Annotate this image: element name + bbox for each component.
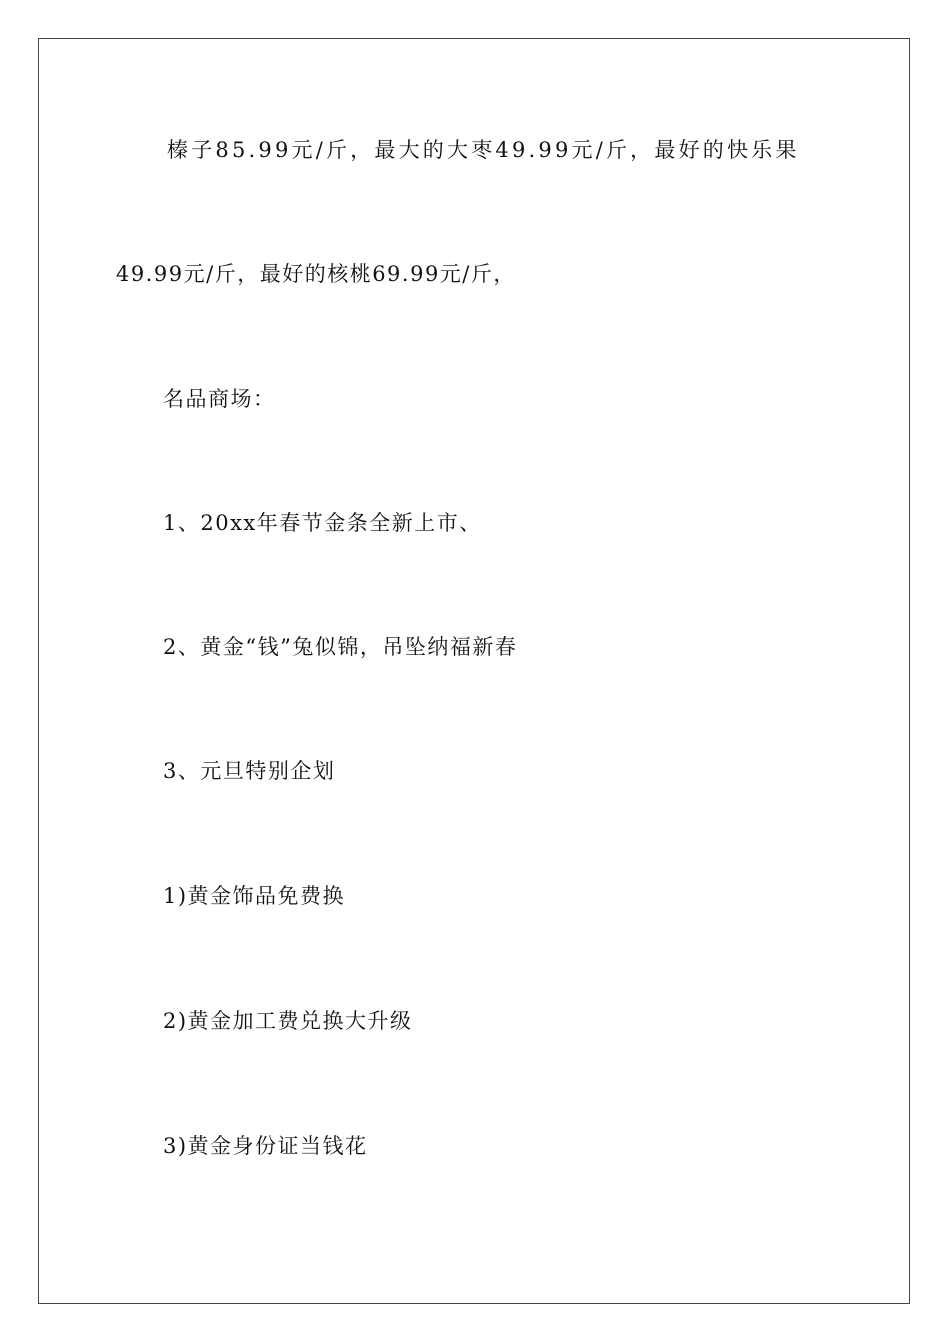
price-line-2: 49.99元/斤，最好的核桃69.99元/斤， <box>116 262 516 286</box>
sub-item-1: 1)黄金饰品免费换 <box>163 884 346 908</box>
list-item-3: 3、元旦特别企划 <box>163 759 336 783</box>
list-item-1: 1、20xx年春节金条全新上市、 <box>163 511 482 535</box>
price-line-1: 榛子85.99元/斤，最大的大枣49.99元/斤，最好的快乐果 <box>167 138 800 162</box>
list-item-2: 2、黄金“钱”兔似锦，吊坠纳福新春 <box>163 635 518 659</box>
section-heading-mall: 名品商场： <box>163 387 276 411</box>
sub-item-2: 2)黄金加工费兑换大升级 <box>163 1009 413 1033</box>
page-frame <box>38 38 910 1304</box>
sub-item-3: 3)黄金身份证当钱花 <box>163 1134 368 1158</box>
